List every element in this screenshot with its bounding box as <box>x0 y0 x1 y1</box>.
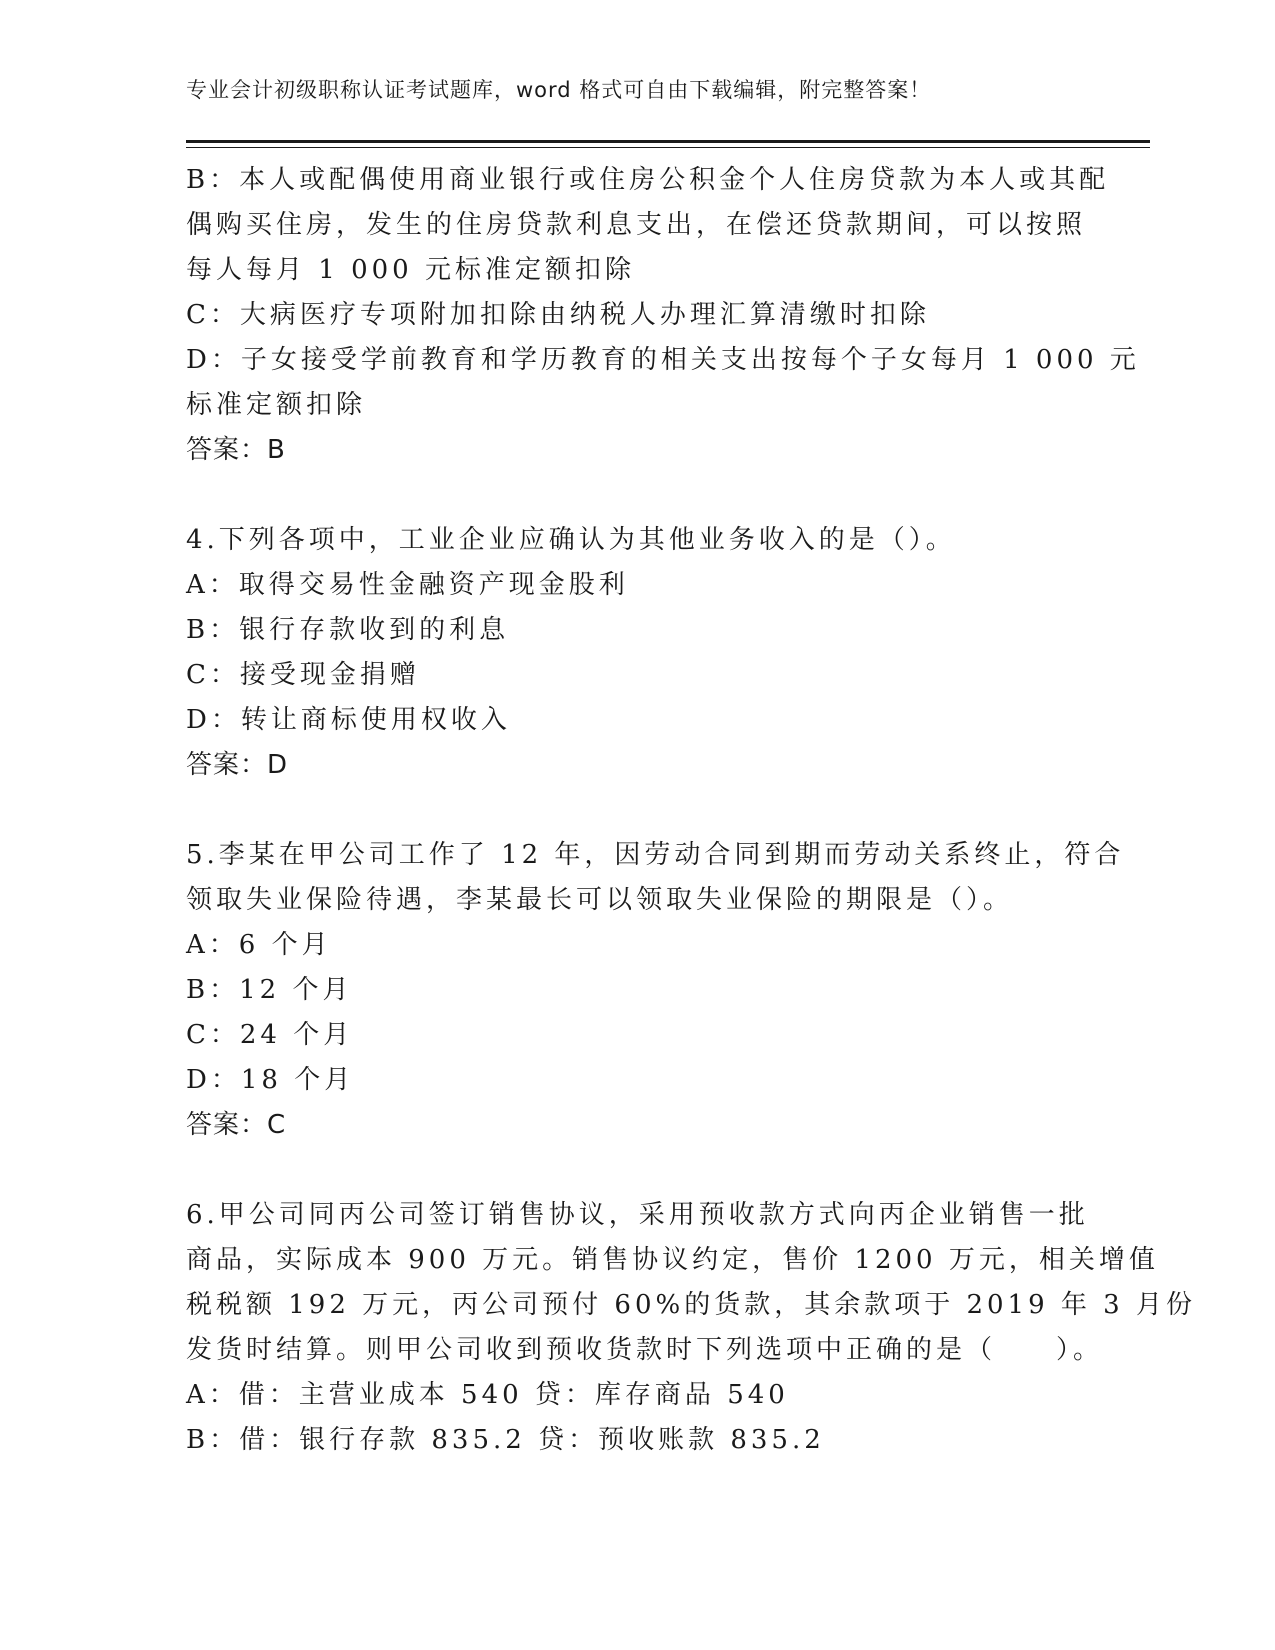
q4-stem: 4.下列各项中，工业企业应确认为其他业务收入的是（）。 <box>186 525 956 555</box>
q5-stem-line-2: 领取失业保险待遇，李某最长可以领取失业保险的期限是（）。 <box>186 885 1014 915</box>
q3-option-b-line-1: B：本人或配偶使用商业银行或住房公积金个人住房贷款为本人或其配 <box>186 165 1110 195</box>
q3-option-c: C：大病医疗专项附加扣除由纳税人办理汇算清缴时扣除 <box>186 300 930 330</box>
q6-stem-line-2: 商品，实际成本 900 万元。销售协议约定，售价 1200 万元，相关增值 <box>186 1245 1159 1275</box>
q3-option-d-line-1: D：子女接受学前教育和学历教育的相关支出按每个子女每月 1 000 元 <box>186 345 1140 375</box>
q4-option-c: C：接受现金捐赠 <box>186 660 420 690</box>
question-content <box>186 158 1196 1463</box>
q5-option-b: B：12 个月 <box>186 975 353 1005</box>
spacer <box>186 473 1086 518</box>
q6-stem-line-3: 税税额 192 万元，丙公司预付 60%的货款，其余款项于 2019 年 3 月份 <box>186 1290 1196 1320</box>
q3-option-d-line-2: 标准定额扣除 <box>186 390 367 420</box>
q5-option-c: C：24 个月 <box>186 1020 354 1050</box>
q6-option-a: A：借：主营业成本 540 贷：库存商品 540 <box>186 1380 789 1410</box>
q5-answer: 答案：C <box>186 1110 287 1140</box>
spacer <box>186 788 1086 833</box>
q5-stem-line-1: 5.李某在甲公司工作了 12 年，因劳动合同到期而劳动关系终止，符合 <box>186 840 1125 870</box>
question-4 <box>186 518 1086 788</box>
q6-stem-line-4: 发货时结算。则甲公司收到预收货款时下列选项中正确的是（ ）。 <box>186 1335 1104 1365</box>
q3-option-b-line-3: 每人每月 1 000 元标准定额扣除 <box>186 255 635 285</box>
question-3 <box>186 158 1140 473</box>
q3-answer: 答案：B <box>186 435 286 465</box>
q4-answer: 答案：D <box>186 750 289 780</box>
page-header: 专业会计初级职称认证考试题库，word 格式可自由下载编辑，附完整答案！ <box>186 78 932 102</box>
q4-option-b: B：银行存款收到的利息 <box>186 615 510 645</box>
q4-option-d: D：转让商标使用权收入 <box>186 705 511 735</box>
q5-option-a: A：6 个月 <box>186 930 332 960</box>
header-rule-thick <box>186 140 1150 143</box>
question-6 <box>186 1193 1196 1463</box>
question-5 <box>186 833 1125 1148</box>
q4-option-a: A：取得交易性金融资产现金股利 <box>186 570 629 600</box>
q5-option-d: D：18 个月 <box>186 1065 355 1095</box>
q3-option-b-line-2: 偶购买住房，发生的住房贷款利息支出，在偿还贷款期间，可以按照 <box>186 210 1087 240</box>
spacer <box>186 1148 1086 1193</box>
q6-stem-line-1: 6.甲公司同丙公司签订销售协议，采用预收款方式向丙企业销售一批 <box>186 1200 1089 1230</box>
header-rule-thin <box>186 147 1150 148</box>
q6-option-b: B：借：银行存款 835.2 贷：预收账款 835.2 <box>186 1425 825 1455</box>
